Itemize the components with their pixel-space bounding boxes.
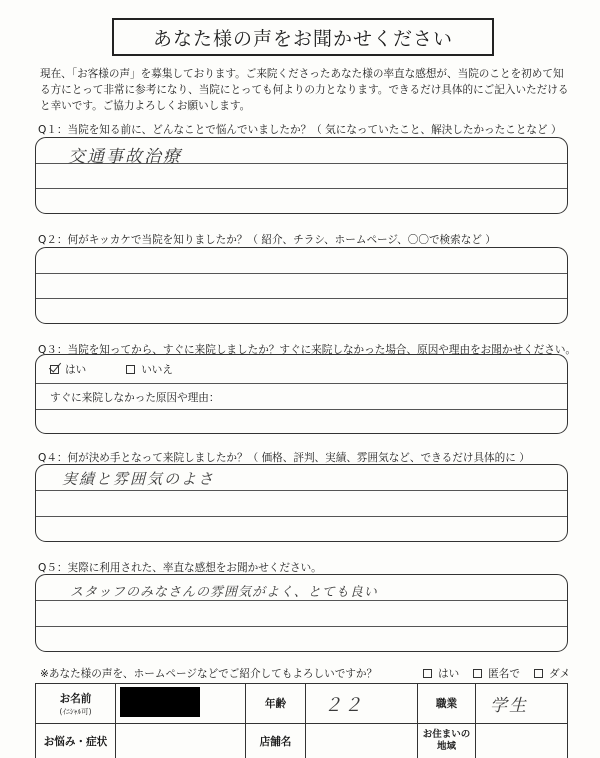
consent-yes-option[interactable] (423, 666, 459, 681)
consent-question: ※あなた様の声を、ホームページなどでご紹介してもよろしいですか？ (40, 668, 378, 680)
question-3-label: Q３：当院を知ってから、すぐに来院しましたか？すぐに来院しなかった場合、原因や理由をお聞かせください。 (38, 344, 577, 356)
q3-reason-label: すぐに来院しなかった原因や理由： (50, 392, 220, 404)
answer-5-handwriting: スタッフのみなさんの雰囲気がよく、とても良い (70, 585, 378, 600)
age-label-cell (246, 684, 306, 724)
store-label-cell (246, 724, 306, 758)
ruled-line (36, 626, 567, 627)
consent-yes-label: はい (438, 668, 460, 680)
symptom-field[interactable] (116, 724, 246, 758)
answer-1-handwriting: 交通事故治療 (68, 147, 182, 167)
age-field[interactable] (306, 684, 418, 724)
store-label: 店舗名 (259, 735, 292, 748)
job-label-cell (418, 684, 476, 724)
form-title-text: あなた様の声をお聞かせください (152, 27, 453, 50)
intro-text: 現在、「お客様の声」を募集しております。ご来院くださったあなた様の率直な感想が、当院のことを初めて知る方にとって非常に参考になり、当院にとっても何よりの力となります。できるだけ具体的にご記入いただけると幸いです。ご協力よろしくお願いします。 (40, 68, 569, 112)
form-title (112, 18, 494, 56)
ruled-line (36, 600, 567, 601)
ruled-line (36, 188, 567, 189)
name-field[interactable] (116, 684, 246, 724)
area-field[interactable] (476, 724, 568, 758)
job-field[interactable] (476, 684, 568, 724)
ruled-line (36, 298, 567, 299)
consent-anonymous-option[interactable] (473, 666, 520, 681)
redacted-name (120, 687, 200, 717)
age-label: 年齢 (264, 698, 287, 710)
area-label: お住まいの地域 (422, 729, 471, 752)
q3-yes-label: はい (65, 364, 87, 376)
area-label-cell (418, 724, 476, 758)
ruled-line (36, 409, 567, 410)
symptom-label: お悩み・症状 (43, 735, 108, 748)
name-sublabel: (ｲﾆｼｬﾙ可) (59, 706, 92, 716)
q3-no-label: いいえ (141, 364, 173, 376)
question-4-label: Q４：何が決め手となって来院しましたか？（ 価格、評判、実績、雰囲気など、できるだけ具体的に ） (38, 452, 530, 464)
job-value: 学生 (490, 696, 528, 716)
question-2-label: Q２：何がキッカケで当院を知りましたか？（ 紹介、チラシ、ホームページ、〇〇で検索など ） (38, 234, 496, 246)
ruled-line (36, 490, 567, 491)
checkbox-icon[interactable] (534, 669, 543, 678)
store-field[interactable] (306, 724, 418, 758)
ruled-line (36, 383, 567, 384)
answer-box-2[interactable] (35, 247, 568, 324)
checkbox-icon[interactable] (423, 669, 432, 678)
name-label: お名前 (59, 692, 92, 705)
job-label: 職業 (435, 698, 458, 710)
consent-no-label: ダメ (548, 668, 571, 680)
question-5-label: Q５：実際に利用された、率直な感想をお聞かせください。 (38, 562, 322, 574)
checkbox-icon[interactable] (473, 669, 482, 678)
consent-options (423, 666, 584, 681)
symptom-label-cell (36, 724, 116, 758)
question-1-label: Q１：当院を知る前に、どんなことで悩んでいましたか？（ 気になっていたこと、解決したかったことなど ） (38, 124, 562, 136)
age-value: ２２ (324, 694, 364, 716)
answer-4-handwriting: 実績と雰囲気のよさ (62, 470, 216, 488)
ruled-line (36, 273, 567, 274)
ruled-line (36, 516, 567, 517)
customer-info-table (35, 683, 568, 758)
consent-anonymous-label: 匿名で (488, 668, 520, 680)
consent-no-option[interactable] (534, 666, 570, 681)
name-label-cell (36, 684, 116, 724)
